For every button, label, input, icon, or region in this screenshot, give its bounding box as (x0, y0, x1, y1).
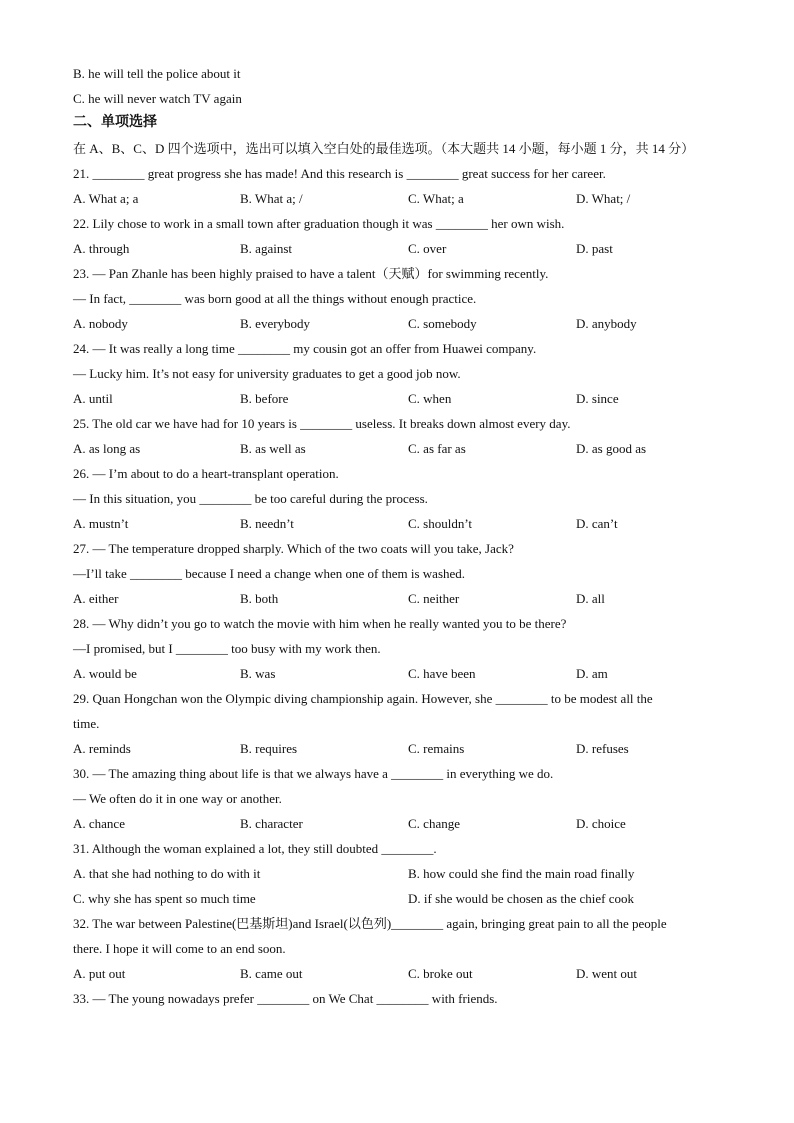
question-24-stem: 24. — It was really a long time ________ my cousin got an offer from Huawei company. (73, 341, 537, 356)
carryover-option-b: B. he will tell the police about it (73, 66, 241, 81)
question-25-option-a: A. as long as (73, 441, 141, 456)
question-22-option-d: D. past (576, 241, 613, 256)
question-23-option-a: A. nobody (73, 316, 128, 331)
question-32-option-a: A. put out (73, 966, 126, 981)
question-31-option-d: D. if she would be chosen as the chief cook (408, 891, 634, 906)
question-28-option-c: C. have been (408, 666, 476, 681)
question-23-option-c: C. somebody (408, 316, 477, 331)
question-30-reply: — We often do it in one way or another. (73, 791, 282, 806)
question-24-option-d: D. since (576, 391, 619, 406)
question-28-option-d: D. am (576, 666, 608, 681)
question-22-option-a: A. through (73, 241, 130, 256)
question-26-stem: 26. — I’m about to do a heart-transplant operation. (73, 466, 339, 481)
question-32-option-b: B. came out (240, 966, 303, 981)
question-32-option-c: C. broke out (408, 966, 473, 981)
carryover-option-c: C. he will never watch TV again (73, 91, 242, 106)
question-31-stem: 31. Although the woman explained a lot, they still doubted ________. (73, 841, 437, 856)
question-26-option-d: D. can’t (576, 516, 618, 531)
question-26-reply: — In this situation, you ________ be too careful during the process. (73, 491, 428, 506)
question-27-option-c: C. neither (408, 591, 460, 606)
question-27-option-a: A. either (73, 591, 119, 606)
question-23-reply: — In fact, ________ was born good at all the things without enough practice. (73, 291, 477, 306)
question-21-stem: 21. ________ great progress she has made! And this research is ________ great success for her career. (73, 166, 606, 181)
question-28-reply: —I promised, but I ________ too busy with my work then. (73, 641, 381, 656)
question-24-reply: — Lucky him. It’s not easy for university graduates to get a good job now. (73, 366, 461, 381)
question-25-option-d: D. as good as (576, 441, 647, 456)
question-27-option-d: D. all (576, 591, 605, 606)
question-27-stem: 27. — The temperature dropped sharply. Which of the two coats will you take, Jack? (73, 541, 514, 556)
question-33-stem: 33. — The young nowadays prefer ________ on We Chat ________ with friends. (73, 991, 498, 1006)
question-22-option-b: B. against (240, 241, 292, 256)
section-heading: 二、单项选择 (73, 115, 157, 130)
question-25-option-c: C. as far as (408, 441, 466, 456)
question-32-stem: 32. The war between Palestine(巴基斯坦)and Israel(以色列)________ again, bringing great pain to all the people (73, 916, 667, 931)
question-24-option-c: C. when (408, 391, 452, 406)
question-25-option-b: B. as well as (240, 441, 306, 456)
question-32-option-d: D. went out (576, 966, 638, 981)
question-31-option-b: B. how could she find the main road finally (408, 866, 635, 881)
question-25-stem: 25. The old car we have had for 10 years is ________ useless. It breaks down almost every day. (73, 416, 571, 431)
question-30-option-d: D. choice (576, 816, 626, 831)
question-28-stem: 28. — Why didn’t you go to watch the movie with him when he really wanted you to be there? (73, 616, 567, 631)
question-26-option-b: B. needn’t (240, 516, 294, 531)
question-29-option-d: D. refuses (576, 741, 629, 756)
question-29-stem: 29. Quan Hongchan won the Olympic diving championship again. However, she ________ to be modest all the (73, 691, 653, 706)
question-23-option-b: B. everybody (240, 316, 311, 331)
question-28-option-a: A. would be (73, 666, 137, 681)
question-29-option-b: B. requires (240, 741, 298, 756)
question-23-stem: 23. — Pan Zhanle has been highly praised to have a talent（天赋）for swimming recently. (73, 266, 549, 281)
question-27-reply: —I’ll take ________ because I need a change when one of them is washed. (73, 566, 466, 581)
question-29-stem-continued: time. (73, 716, 100, 731)
question-27-option-b: B. both (240, 591, 279, 606)
question-24-option-a: A. until (73, 391, 113, 406)
question-29-option-a: A. reminds (73, 741, 131, 756)
question-31-option-a: A. that she had nothing to do with it (73, 866, 261, 881)
question-32-stem-continued: there. I hope it will come to an end soon. (73, 941, 286, 956)
question-23-option-d: D. anybody (576, 316, 637, 331)
question-21-option-a: A. What a; a (73, 191, 139, 206)
section-instruction: 在 A、B、C、D 四个选项中，选出可以填入空白处的最佳选项。（本大题共 14 小题，每小题 1 分，共 14 分） (73, 141, 695, 156)
question-31-option-c: C. why she has spent so much time (73, 891, 256, 906)
question-30-option-b: B. character (240, 816, 303, 831)
question-22-option-c: C. over (408, 241, 447, 256)
question-21-option-b: B. What a; / (240, 191, 303, 206)
question-21-option-c: C. What; a (408, 191, 464, 206)
question-30-stem: 30. — The amazing thing about life is that we always have a ________ in everything we do. (73, 766, 554, 781)
question-29-option-c: C. remains (408, 741, 465, 756)
question-28-option-b: B. was (240, 666, 276, 681)
question-22-stem: 22. Lily chose to work in a small town after graduation though it was ________ her own wish. (73, 216, 565, 231)
question-21-option-d: D. What; / (576, 191, 631, 206)
question-30-option-c: C. change (408, 816, 460, 831)
question-26-option-c: C. shouldn’t (408, 516, 473, 531)
question-30-option-a: A. chance (73, 816, 125, 831)
question-26-option-a: A. mustn’t (73, 516, 129, 531)
question-24-option-b: B. before (240, 391, 289, 406)
